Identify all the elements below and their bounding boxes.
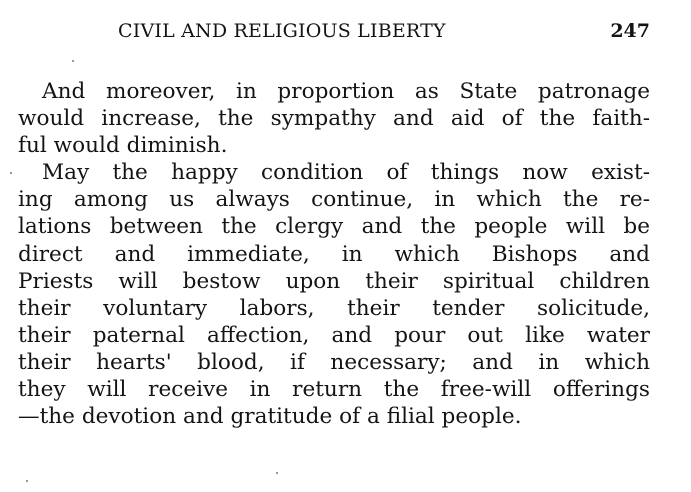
text-line: And moreover, in proportion as State patronage bbox=[42, 79, 650, 104]
paper-speck bbox=[276, 472, 278, 474]
text-line: would increase, the sympathy and aid of the faith- bbox=[18, 106, 650, 132]
text-line: their voluntary labors, their tender solicitude, bbox=[18, 295, 650, 321]
paragraph-2 bbox=[18, 159, 650, 430]
text-line: they will receive in return the free-will offerings bbox=[18, 377, 650, 403]
paragraph-1 bbox=[18, 78, 650, 159]
text-line: ing among us always continue, in which the re- bbox=[18, 187, 650, 213]
body-text bbox=[18, 78, 650, 430]
text-line: direct and immediate, in which Bishops and bbox=[18, 241, 650, 267]
text-line: ful would diminish. bbox=[18, 133, 228, 159]
paper-speck bbox=[26, 480, 28, 482]
running-head bbox=[110, 20, 650, 48]
page-number: 247 bbox=[610, 20, 650, 42]
text-line: —the devotion and gratitude of a filial people. bbox=[18, 404, 522, 430]
text-line: Priests will bestow upon their spiritual children bbox=[18, 268, 650, 294]
paper-speck bbox=[72, 60, 74, 62]
text-line: May the happy condition of things now exist- bbox=[42, 160, 650, 186]
text-line: lations between the clergy and the people will be bbox=[18, 214, 650, 240]
text-line: their hearts' blood, if necessary; and in which bbox=[18, 349, 650, 375]
paper-speck bbox=[10, 172, 12, 174]
text-line: their paternal affection, and pour out like water bbox=[18, 322, 650, 348]
running-head-title: CIVIL AND RELIGIOUS LIBERTY bbox=[118, 20, 446, 42]
